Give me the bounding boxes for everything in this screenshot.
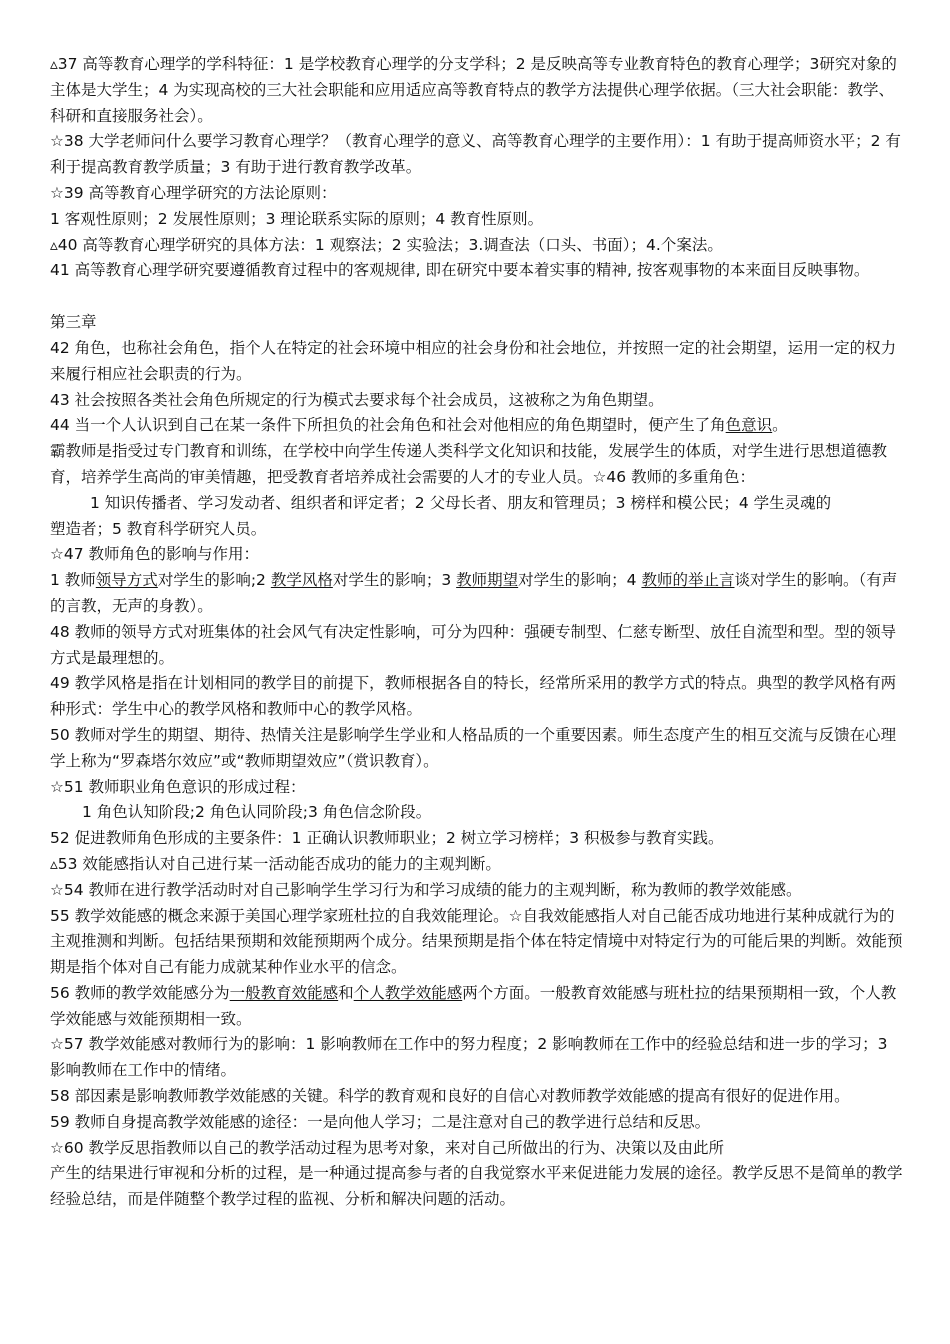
paragraph xyxy=(50,542,906,568)
text-run: ☆51 教师职业角色意识的形成过程： xyxy=(50,777,306,796)
paragraph xyxy=(50,439,906,491)
underlined-term: 领导方式 xyxy=(95,571,158,590)
paragraph xyxy=(50,826,906,852)
paragraph xyxy=(50,1136,906,1162)
paragraph xyxy=(50,568,906,620)
text-run: 对学生的影响；4 xyxy=(518,571,642,590)
paragraph xyxy=(50,620,906,672)
text-run: 对学生的影响;2 xyxy=(157,571,271,590)
paragraph xyxy=(50,1110,906,1136)
text-run: ☆38 大学老师问什么要学习教育心理学？（教育心理学的意义、高等教育心理学的主要作用）：1 有助于提高师资水平；2 有利于提高教育教学质量；3 有助于进行教育教学改革。 xyxy=(50,132,901,177)
text-run: 56 教师的教学效能感分为 xyxy=(50,983,230,1002)
text-run: 霸教师是指受过专门教育和训练，在学校中向学生传递人类科学文化知识和技能，发展学生的体质，对学生进行思想道德教育，培养学生高尚的审美情趣，把受教育者培养成社会需要的人才的专业人员。☆46 教师的多重角色： xyxy=(50,442,888,486)
text-run: 59 教师自身提高教学效能感的途径：一是向他人学习；二是注意对自己的教学进行总结和反思。 xyxy=(50,1112,711,1131)
text-run: 49 教学风格是指在计划相同的教学目的前提下，教师根据各自的特长，经常所采用的教学方式的特点。典型的教学风格有两种形式：学生中心的教学风格和教师中心的教学风格。 xyxy=(50,674,897,719)
text-run: 产生的结果进行审视和分析的过程，是一种通过提高参与者的自我觉察水平来促进能力发展的途径。教学反思不是简单的教学经验总结，而是伴随整个教学过程的监视、分析和解决问题的活动。 xyxy=(50,1164,903,1209)
text-run: 52 促进教师角色形成的主要条件：1 正确认识教师职业；2 树立学习榜样；3 积极参与教育实践。 xyxy=(50,829,724,848)
text-run: ▵53 效能感指认对自己进行某一活动能否成功的能力的主观判断。 xyxy=(50,854,501,873)
text-run: 塑造者；5 教育科学研究人员。 xyxy=(50,519,267,538)
text-run: 43 社会按照各类社会角色所规定的行为模式去要求每个社会成员，这被称之为角色期望。 xyxy=(50,390,664,409)
text-run: 谈对学生的影响。（有声的言教，无声的身教）。 xyxy=(50,571,898,615)
text-run: 44 当一个人认识到自己在某一条件下所担负的社会角色和社会对他相应的角色期望时，便产生了角 xyxy=(50,416,726,435)
underlined-term: 一般教育效能感 xyxy=(229,983,339,1002)
text-run: ▵40 高等教育心理学研究的具体方法：1 观察法；2 实验法；3.调查法（口头、书面）；4.个案法。 xyxy=(50,235,723,254)
text-run: 1 客观性原则；2 发展性原则；3 理论联系实际的原则；4 教育性原则。 xyxy=(50,209,544,228)
text-run: 。 xyxy=(772,416,788,435)
paragraph xyxy=(50,878,906,904)
paragraph xyxy=(50,852,906,878)
paragraph xyxy=(50,775,906,801)
paragraph xyxy=(50,491,906,517)
paragraph xyxy=(50,52,906,129)
text-run: 41 高等教育心理学研究要遵循教育过程中的客观规律, 即在研究中要本着实事的精神, 按客观事物的本来面目反映事物。 xyxy=(50,261,870,280)
paragraph xyxy=(50,671,906,723)
paragraph xyxy=(50,517,906,543)
underlined-term: 教师的举止言 xyxy=(641,571,735,590)
paragraph xyxy=(50,1161,906,1213)
underlined-term: 教学风格 xyxy=(270,571,333,590)
paragraph xyxy=(50,129,906,181)
paragraph xyxy=(50,336,906,388)
text-run: 58 部因素是影响教师教学效能感的关键。科学的教育观和良好的自信心对教师教学效能感的提高有很好的促进作用。 xyxy=(50,1087,850,1106)
text-run: ☆47 教师角色的影响与作用： xyxy=(50,545,260,564)
text-run: 第三章 xyxy=(50,313,97,332)
paragraph xyxy=(50,413,906,439)
paragraph xyxy=(50,310,906,336)
text-run: 48 教师的领导方式对班集体的社会风气有决定性影响，可分为四种：强硬专制型、仁慈专断型、放任自流型和型。型的领导方式是最理想的。 xyxy=(50,622,897,667)
paragraph xyxy=(50,981,906,1033)
text-run: 1 教师 xyxy=(50,571,96,590)
paragraph xyxy=(50,233,906,259)
underlined-term: 色意识 xyxy=(725,416,773,435)
paragraph xyxy=(50,207,906,233)
text-run: ▵37 高等教育心理学的学科特征：1 是学校教育心理学的分支学科；2 是反映高等专业教育特色的教育心理学；3研究对象的主体是大学生；4 为实现高校的三大社会职能和应用适应高等教育特点的教学方法提供心理学依据。（三大社会职能：教学、科研和直接服务社会）。 xyxy=(50,55,897,125)
paragraph xyxy=(50,388,906,414)
underlined-term: 个人教学效能感 xyxy=(353,983,463,1002)
paragraph xyxy=(50,181,906,207)
text-run: 和 xyxy=(338,983,354,1002)
paragraph xyxy=(50,1032,906,1084)
text-run: 两个方面。一般教育效能感与班杜拉的结果预期相一致，个人教学效能感与效能预期相一致。 xyxy=(50,983,897,1028)
text-run: 对学生的影响；3 xyxy=(332,571,457,590)
text-run: 55 教学效能感的概念来源于美国心理学家班杜拉的自我效能理论。☆自我效能感指人对自己能否成功地进行某种成就行为的主观推测和判断。包括结果预期和效能预期两个成分。结果预期是指个体在特定情境中对特定行为的可能后果的判断。效能预期是指个体对自己有能力成就某种作业水平的信念。 xyxy=(50,906,903,977)
text-run: ☆60 教学反思指教师以自己的教学活动过程为思考对象，来对自己所做出的行为、决策以及由此所 xyxy=(50,1138,725,1157)
text-run: 1 知识传播者、学习发动者、组织者和评定者；2 父母长者、朋友和管理员；3 榜样和模公民；4 学生灵魂的 xyxy=(90,493,832,512)
paragraph-spacer xyxy=(50,284,906,310)
paragraph xyxy=(50,1084,906,1110)
paragraph xyxy=(50,723,906,775)
text-run: 42 角色，也称社会角色，指个人在特定的社会环境中相应的社会身份和社会地位，并按照一定的社会期望，运用一定的权力来履行相应社会职责的行为。 xyxy=(50,338,897,383)
text-run: 1 角色认知阶段;2 角色认同阶段;3 角色信念阶段。 xyxy=(82,803,432,822)
text-run: 50 教师对学生的期望、期待、热情关注是影响学生学业和人格品质的一个重要因素。师生态度产生的相互交流与反馈在心理学上称为“罗森塔尔效应”或“教师期望效应”（赏识教育）。 xyxy=(50,725,897,770)
paragraph xyxy=(50,258,906,284)
text-run: ☆39 高等教育心理学研究的方法论原则： xyxy=(50,183,337,202)
text-run: ☆57 教学效能感对教师行为的影响：1 影响教师在工作中的努力程度；2 影响教师在工作中的经验总结和进一步的学习；3 影响教师在工作中的情绪。 xyxy=(50,1035,888,1080)
paragraph xyxy=(50,904,906,981)
paragraph xyxy=(50,800,906,826)
text-run: ☆54 教师在进行教学活动时对自己影响学生学习行为和学习成绩的能力的主观判断，称为教师的教学效能感。 xyxy=(50,880,802,899)
underlined-term: 教师期望 xyxy=(456,571,519,590)
